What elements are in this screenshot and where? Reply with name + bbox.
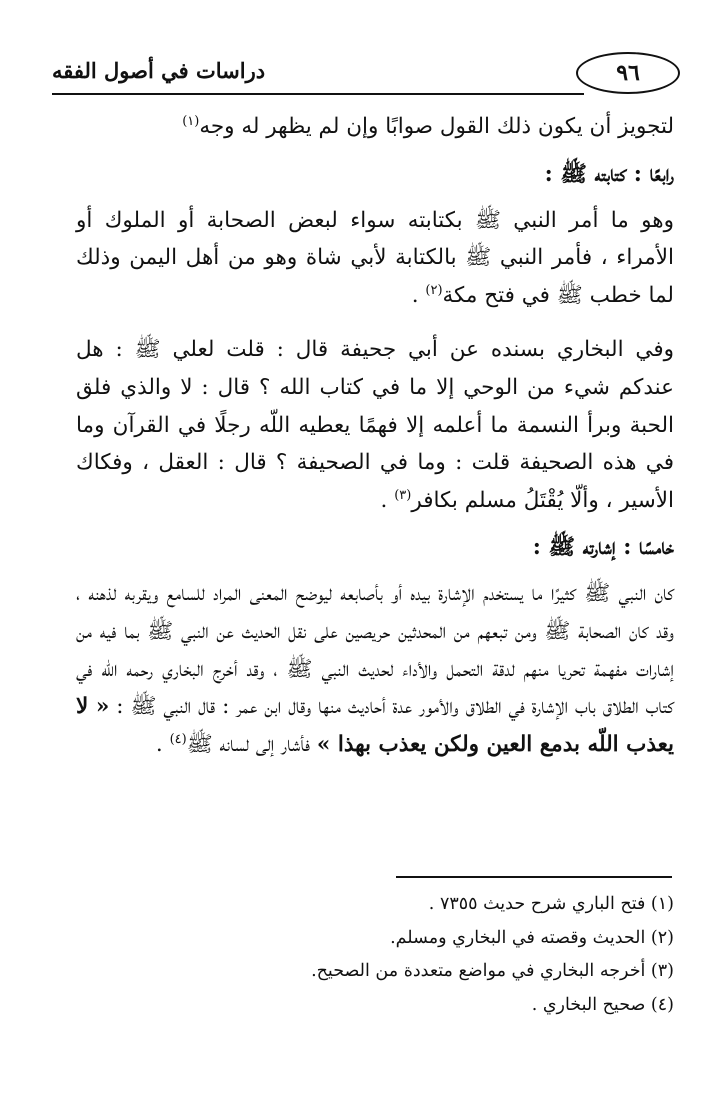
footnote-2: (٢) الحديث وقصته في البخاري ومسلم. [390,927,674,948]
body-text [76,108,674,763]
footnote-ref-4: (٤) [169,731,187,747]
footnote-1: (١) فتح الباري شرح حديث ٧٣٥٥ . [428,894,674,914]
paragraph-3 [76,331,674,519]
paragraph-2-tail: . [411,282,426,308]
paragraph-2 [76,202,674,315]
heading-fifth: خامسًا : إشارته ﷺ : [532,534,674,561]
paragraph-1-text: لتجويز أن يكون ذلك القول صوابًا وإن لم يظهر له وجه [199,114,674,139]
header-rule [52,93,584,95]
footnote-3: (٣) أخرجه البخاري في مواضع متعددة من الصحيح. [311,961,674,981]
paragraph-4 [76,575,674,763]
hadith-quote: « لا يعذب اللّه بدمع العين ولكن يعذب بهذا » [76,694,674,757]
running-title: دراسات في أصول الفقه [52,58,266,83]
footnote-4: (٤) صحيح البخاري . [531,994,674,1015]
footnote-separator [396,876,672,878]
paragraph-4-after: فأشار إلى لسانه ﷺ [186,731,317,757]
footnotes [150,888,674,1022]
paragraph-2-text: وهو ما أمر النبي ﷺ بكتابته سواء لبعض الصحابة أو الملوك أو الأمراء ، فأمر النبي ﷺ بالكتابة لأبي شاة وهو من أهل اليمن وذلك لما خطب ﷺ في فتح مكة [76,207,674,308]
paragraph-4-tail: . [155,731,170,757]
footnote-ref-3: (٣) [394,487,412,503]
paragraph-3-text: وفي البخاري بسنده عن أبي جحيفة قال : قلت لعلي ﷺ : هل عندكم شيء من الوحي إلا ما في كتاب الله ؟ قال : لا والذي فلق الحبة وبرأ النسمة ما أعلمه إلا فهمًا يعطيه اللّه رجلًا في القرآن وما في هذه الصحيفة قلت : وما في الصحيفة ؟ قال : العقل ، وفكاك الأسير ، وألّا يُقْتَلُ مسلم بكافر [76,337,674,513]
heading-fourth: رابعًا : كتابته ﷺ : [544,160,674,187]
paragraph-1 [76,108,674,146]
paragraph-3-tail: . [380,487,395,513]
footnote-ref-2: (٢) [425,282,443,298]
page-number: ٩٦ [576,52,680,94]
footnote-ref-1: (١) [182,113,200,129]
paragraph-4-text: كان النبي ﷺ كثيرًا ما يستخدم الإشارة بيده أو بأصابعه ليوضح المعنى المراد للسامع ويقربه لذهنه ، وقد كان الصحابة ﷺ ومن تبعهم من المحدثين حريصين على نقل الحديث عن النبي ﷺ بما فيه من إشارات مفهمة تحريا منهم لدقة التحمل والأداء لحديث النبي ﷺ ، وقد أخرج البخاري رحمه اللّه في كتاب الطلاق باب الإشارة في الطلاق والأمور عدة أحاديث منها وقال ابن عمر : قال النبي ﷺ : [76,581,674,720]
page-header [52,50,680,96]
